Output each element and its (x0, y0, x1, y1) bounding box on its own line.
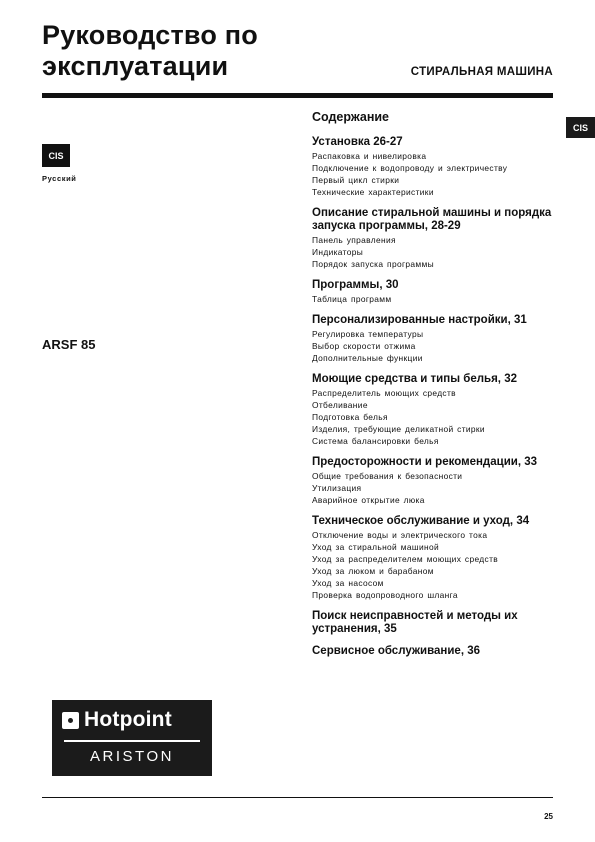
toc-section-heading: Персонализированные настройки, 31 (312, 314, 527, 326)
table-of-contents (312, 136, 562, 667)
product-type: СТИРАЛЬНАЯ МАШИНА (410, 66, 553, 78)
toc-item: Аварийное открытие люка (312, 495, 425, 505)
toc-section (312, 456, 562, 506)
toc-item: Изделия, требующие деликатной стирки (312, 424, 485, 434)
toc-item: Индикаторы (312, 247, 364, 257)
toc-item-list (312, 234, 562, 270)
brand-logo (52, 700, 212, 776)
toc-item: Уход за люком и барабаном (312, 566, 434, 576)
toc-item-list (312, 470, 562, 506)
toc-section-heading: Программы, 30 (312, 279, 399, 291)
toc-section (312, 373, 562, 447)
logo-brand-text: Hotpoint (84, 708, 172, 731)
toc-section (312, 645, 562, 658)
top-divider (42, 93, 553, 98)
toc-item: Выбор скорости отжима (312, 341, 416, 351)
toc-item: Панель управления (312, 235, 396, 245)
toc-item: Таблица программ (312, 294, 392, 304)
toc-item: Подготовка белья (312, 412, 388, 422)
toc-item: Проверка водопроводного шланга (312, 590, 458, 600)
toc-section (312, 279, 562, 305)
toc-item: Порядок запуска программы (312, 259, 434, 269)
toc-item-list (312, 150, 562, 198)
toc-item: Первый цикл стирки (312, 175, 400, 185)
logo-sub-text: ARISTON (90, 748, 174, 765)
language-label: Русский (42, 174, 77, 183)
toc-item: Технические характеристики (312, 187, 434, 197)
toc-item: Общие требования к безопасности (312, 471, 463, 481)
cis-tab: CIS (566, 117, 595, 138)
toc-item: Дополнительные функции (312, 353, 423, 363)
cis-badge: CIS (42, 144, 70, 167)
toc-item: Отбеливание (312, 400, 368, 410)
toc-section (312, 314, 562, 364)
manual-title-line1: Руководство по (42, 20, 258, 50)
toc-item: Утилизация (312, 483, 362, 493)
toc-item: Система балансировки белья (312, 436, 439, 446)
toc-item-list (312, 387, 562, 447)
toc-item-list (312, 328, 562, 364)
toc-item: Отключение воды и электрического тока (312, 530, 488, 540)
toc-section (312, 207, 562, 270)
toc-section-heading: Моющие средства и типы белья, 32 (312, 373, 517, 385)
bottom-divider (42, 797, 553, 798)
toc-section-heading: Установка 26-27 (312, 136, 403, 148)
toc-section-heading: Поиск неисправностей и методы их устранения, 35 (312, 610, 518, 635)
toc-section (312, 136, 562, 198)
model-name: ARSF 85 (42, 337, 96, 352)
toc-section-heading: Описание стиральной машины и порядка запуска программы, 28-29 (312, 207, 552, 232)
page-number: 25 (544, 812, 553, 821)
toc-section-heading: Предосторожности и рекомендации, 33 (312, 456, 538, 468)
toc-section-heading: Сервисное обслуживание, 36 (312, 645, 481, 657)
toc-item: Подключение к водопроводу и электричеству (312, 163, 508, 173)
toc-item: Уход за распределителем моющих средств (312, 554, 499, 564)
manual-title (42, 20, 258, 82)
toc-item-list (312, 293, 562, 305)
toc-item: Уход за насосом (312, 578, 384, 588)
toc-item: Распределитель моющих средств (312, 388, 456, 398)
toc-section (312, 515, 562, 601)
manual-title-line2: эксплуатации (42, 51, 229, 81)
toc-item: Уход за стиральной машиной (312, 542, 439, 552)
toc-section-heading: Техническое обслуживание и уход, 34 (312, 515, 530, 527)
logo-divider (64, 740, 200, 742)
hotpoint-mark-icon (62, 712, 79, 729)
toc-item: Регулировка температуры (312, 329, 424, 339)
toc-item: Распаковка и нивелировка (312, 151, 427, 161)
toc-item-list (312, 529, 562, 601)
toc-section (312, 610, 562, 636)
toc-title: Содержание (312, 110, 390, 124)
